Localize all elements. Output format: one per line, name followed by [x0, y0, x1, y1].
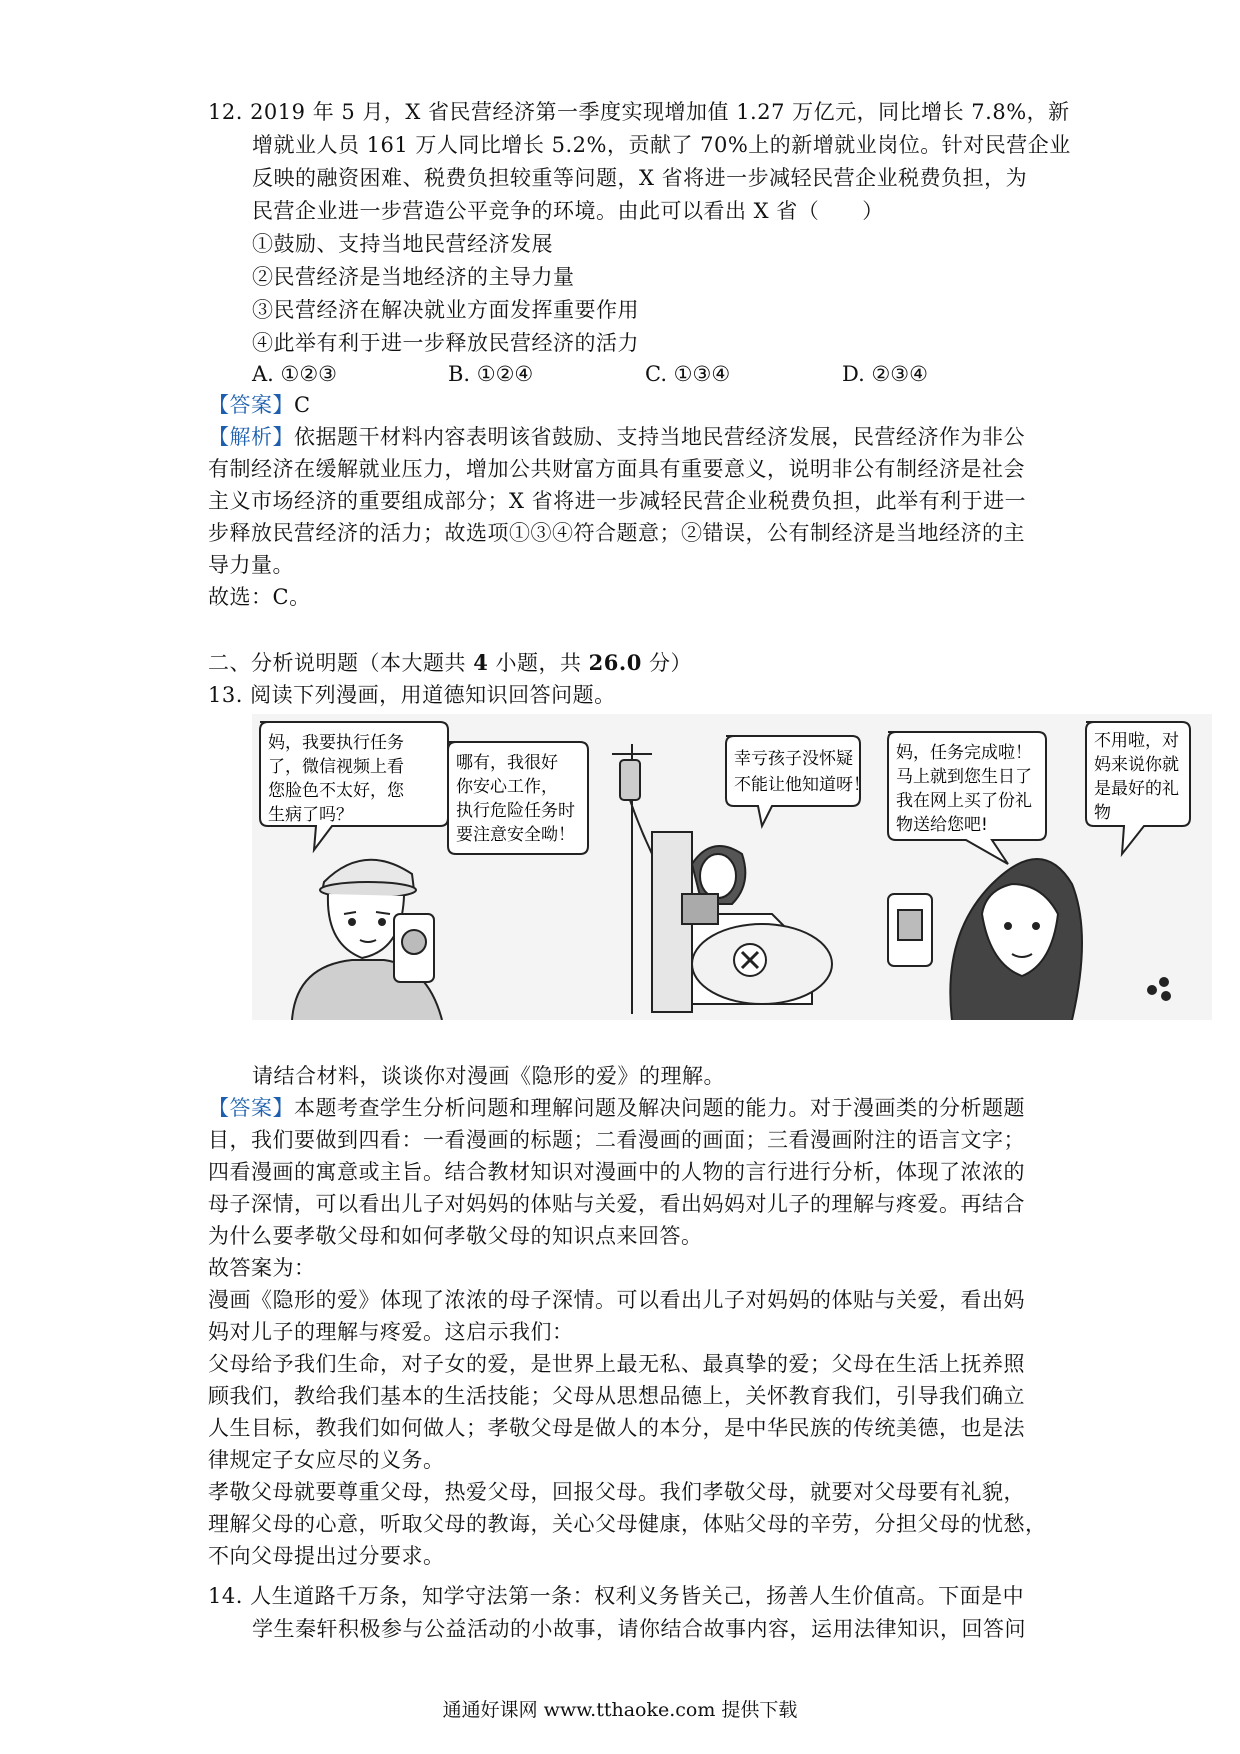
q12-analysis-line-2: 有制经济在缓解就业压力，增加公共财富方面具有重要意义，说明非公有制经济是社会 — [208, 457, 1025, 481]
bubble-4-line-3: 我在网上买了份礼 — [896, 791, 1032, 811]
q13-prompt: 请结合材料，谈谈你对漫画《隐形的爱》的理解。 — [252, 1064, 725, 1088]
bubble-1-line-3: 您脸色不太好，您 — [268, 781, 404, 801]
q13-answer-line-13: 孝敬父母就要尊重父母，热爱父母，回报父母。我们孝敬父母，就要对父母要有礼貌， — [208, 1480, 1025, 1504]
bubble-3-line-2: 不能让他知道呀！ — [734, 775, 870, 795]
bubble-5-line-4: 物 — [1094, 803, 1111, 823]
speech-bubble-mom-1 — [448, 742, 588, 854]
q12-option-b: B. ①②④ — [448, 362, 534, 386]
footer-credit: 通通好课网 www.tthaoke.com 提供下载 — [442, 1699, 798, 1721]
q12-line-1: 12. 2019 年 5 月，X 省民营经济第一季度实现增加值 1.27 万亿元，同比增长 7.8%，新 — [208, 100, 1070, 124]
q12-option-c: C. ①③④ — [645, 362, 731, 386]
bubble-1-line-1: 妈，我要执行任务 — [268, 733, 404, 753]
q13-answer-line-4: 母子深情，可以看出儿子对妈妈的体贴与关爱，看出妈妈对儿子的理解与疼爱。再结合 — [208, 1192, 1025, 1216]
q12-option-a: A. ①②③ — [252, 362, 337, 386]
q12-line-4: 民营企业进一步营造公平竞争的环境。由此可以看出 X 省（ ） — [252, 199, 884, 223]
q13-answer-line-8: 妈对儿子的理解与疼爱。这启示我们： — [208, 1320, 574, 1344]
q12-analysis-line-4: 步释放民营经济的活力；故选项①③④符合题意；②错误，公有制经济是当地经济的主 — [208, 521, 1025, 545]
bubble-1-line-4: 生病了吗？ — [268, 805, 353, 825]
q13-answer-line-1 — [208, 1092, 1025, 1124]
answer-tag: 【答案】 — [208, 393, 294, 417]
analysis-first-text: 依据题干材料内容表明该省鼓励、支持当地民营经济发展，民营经济作为非公 — [294, 425, 1025, 449]
section-header-suffix: 分） — [641, 651, 693, 675]
q13-answer-line-5: 为什么要孝敬父母和如何孝敬父母的知识点来回答。 — [208, 1224, 703, 1248]
q13-answer-first-text: 本题考查学生分析问题和理解问题及解决问题的能力。对于漫画类的分析题题 — [294, 1096, 1025, 1120]
q13-answer-line-9: 父母给予我们生命，对子女的爱，是世界上最无私、最真挚的爱；父母在生活上抚养照 — [208, 1352, 1025, 1376]
q13-answer-line-11: 人生目标，教我们如何做人；孝敬父母是做人的本分，是中华民族的传统美德，也是法 — [208, 1416, 1025, 1440]
q12-option-d: D. ②③④ — [842, 362, 928, 386]
q12-statement-4: ④此举有利于进一步释放民营经济的活力 — [252, 331, 639, 355]
q13-answer-line-15: 不向父母提出过分要求。 — [208, 1544, 445, 1568]
bubble-4-line-4: 物送给您吧! — [896, 815, 988, 835]
comic-illustration — [252, 714, 1212, 1020]
q12-conclusion: 故选：C。 — [208, 585, 311, 609]
q13-answer-line-2: 目，我们要做到四看：一看漫画的标题；二看漫画的画面；三看漫画附注的语言文字； — [208, 1128, 1025, 1152]
bubble-5-line-3: 是最好的礼 — [1094, 779, 1179, 799]
q13-answer-line-7: 漫画《隐形的爱》体现了浓浓的母子深情。可以看出儿子对妈妈的体贴与关爱，看出妈 — [208, 1288, 1025, 1312]
q12-line-3: 反映的融资困难、税费负担较重等问题，X 省将进一步减轻民营企业税费负担，为 — [252, 166, 1028, 190]
q12-answer — [208, 389, 311, 421]
q13-stem: 13. 阅读下列漫画，用道德知识回答问题。 — [208, 683, 616, 707]
section-header-middle: 小题，共 — [488, 651, 589, 675]
q14-line-1: 14. 人生道路千万条，知学守法第一条：权利义务皆关己，扬善人生价值高。下面是中 — [208, 1584, 1025, 1608]
section-header-prefix: 二、分析说明题（本大题共 — [208, 651, 474, 675]
q12-statement-3: ③民营经济在解决就业方面发挥重要作用 — [252, 298, 639, 322]
q12-analysis-line-3: 主义市场经济的重要组成部分；X 省将进一步减轻民营企业税费负担，此举有利于进一 — [208, 489, 1027, 513]
bubble-5-line-1: 不用啦，对 — [1094, 731, 1179, 751]
q13-answer-line-10: 顾我们，教给我们基本的生活技能；父母从思想品德上，关怀教育我们，引导我们确立 — [208, 1384, 1025, 1408]
q12-statement-2: ②民营经济是当地经济的主导力量 — [252, 265, 575, 289]
bubble-2-line-3: 执行危险任务时 — [456, 801, 575, 821]
bubble-2-line-4: 要注意安全呦！ — [456, 825, 575, 845]
bubble-3-line-1: 幸亏孩子没怀疑 — [734, 749, 853, 769]
bubble-5-line-2: 妈来说你就 — [1094, 755, 1179, 775]
analysis-tag: 【解析】 — [208, 425, 294, 449]
q13-answer-tag: 【答案】 — [208, 1096, 294, 1120]
bubble-1-line-2: 了，微信视频上看 — [268, 757, 404, 777]
q13-answer-line-12: 律规定子女应尽的义务。 — [208, 1448, 445, 1472]
q13-answer-line-6: 故答案为： — [208, 1256, 316, 1280]
q12-analysis-line-1 — [208, 421, 1025, 453]
bubble-2-line-2: 你安心工作， — [456, 777, 558, 797]
bubble-2-line-1: 哪有，我很好 — [456, 753, 558, 773]
section-question-count: 4 — [473, 650, 489, 675]
q14-line-2: 学生秦轩积极参与公益活动的小故事，请你结合故事内容，运用法律知识，回答问 — [252, 1617, 1026, 1641]
q12-line-2: 增就业人员 161 万人同比增长 5.2%，贡献了 70%上的新增就业岗位。针对民营企业 — [252, 133, 1071, 157]
bubble-4-line-2: 马上就到您生日了 — [896, 767, 1032, 787]
q12-analysis-line-5: 导力量。 — [208, 553, 294, 577]
section-total-score: 26.0 — [588, 650, 642, 675]
bubble-4-line-1: 妈，任务完成啦！ — [896, 743, 1032, 763]
q12-statement-1: ①鼓励、支持当地民营经济发展 — [252, 232, 553, 256]
q13-answer-line-3: 四看漫画的寓意或主旨。结合教材知识对漫画中的人物的言行进行分析，体现了浓浓的 — [208, 1160, 1025, 1184]
section-2-header — [208, 647, 692, 679]
answer-value: C — [294, 393, 311, 417]
q13-answer-line-14: 理解父母的心意，听取父母的教诲，关心父母健康，体贴父母的辛劳，分担父母的忧愁， — [208, 1512, 1047, 1536]
